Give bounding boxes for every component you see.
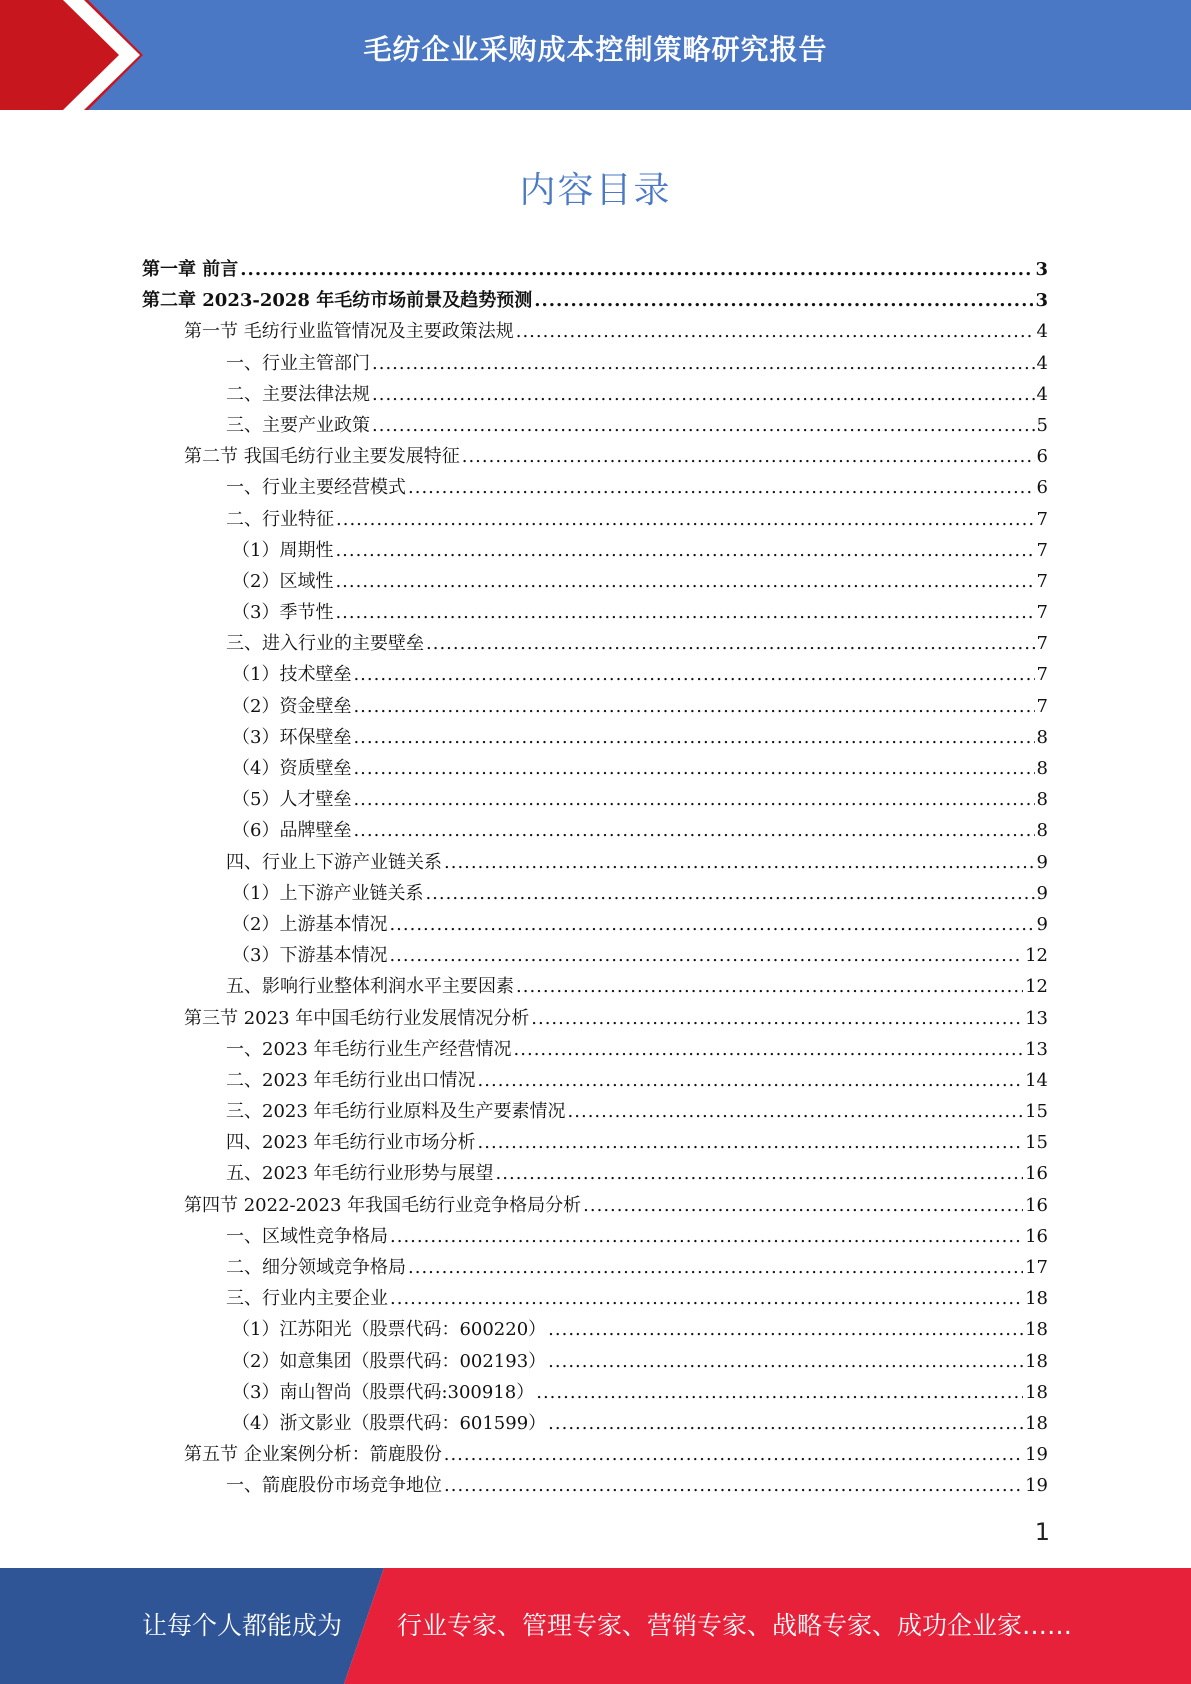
toc-entry[interactable] [142, 1190, 1048, 1221]
toc-entry[interactable] [142, 285, 1048, 316]
toc-entry-page: 18 [1025, 1412, 1048, 1434]
toc-entry-page: 4 [1036, 352, 1048, 374]
toc-entry[interactable] [142, 348, 1048, 379]
toc-dot-leader [462, 441, 1035, 472]
toc-entry-page: 16 [1025, 1225, 1048, 1247]
toc-entry-page: 3 [1035, 259, 1048, 280]
toc-dot-leader [353, 659, 1034, 690]
toc-entry[interactable] [142, 815, 1048, 846]
toc-dot-leader [444, 847, 1035, 878]
toc-entry-page: 17 [1025, 1257, 1048, 1278]
toc-entry-title: （2）上游基本情况 [232, 913, 388, 935]
toc-entry[interactable] [142, 847, 1048, 878]
toc-entry-page: 18 [1025, 1288, 1048, 1310]
toc-dot-leader [444, 1439, 1023, 1470]
toc-dot-leader [478, 1127, 1024, 1158]
toc-dot-leader [353, 815, 1034, 846]
toc-entry[interactable] [142, 1314, 1048, 1345]
toc-entry-title: 三、进入行业的主要壁垒 [226, 633, 424, 655]
toc-entry-page: 4 [1036, 321, 1048, 343]
toc-entry-page: 14 [1025, 1069, 1048, 1091]
toc-entry-title: 五、影响行业整体利润水平主要因素 [226, 976, 514, 998]
toc-entry[interactable] [142, 535, 1048, 566]
toc-entry[interactable] [142, 1158, 1048, 1189]
toc-entry[interactable] [142, 1377, 1048, 1408]
toc-entry[interactable] [142, 1003, 1048, 1034]
toc-entry-page: 9 [1036, 851, 1048, 873]
toc-entry[interactable] [142, 909, 1048, 940]
toc-entry-page: 8 [1036, 820, 1048, 842]
toc-entry[interactable] [142, 753, 1048, 784]
toc-entry-title: 第一章 前言 [142, 259, 239, 280]
toc-dot-leader [536, 1377, 1023, 1408]
toc-dot-leader [534, 285, 1033, 316]
toc-entry-title: 四、2023 年毛纺行业市场分析 [226, 1132, 476, 1154]
toc-dot-leader [390, 1221, 1023, 1252]
toc-entry[interactable] [142, 379, 1048, 410]
toc-entry-page: 4 [1036, 383, 1048, 405]
toc-entry-title: （4）浙文影业（股票代码：601599） [232, 1412, 547, 1434]
toc-entry-title: 三、主要产业政策 [226, 414, 370, 436]
toc-entry-title: 一、行业主要经营模式 [226, 477, 406, 499]
toc-entry-page: 7 [1036, 695, 1048, 717]
toc-dot-leader [514, 1034, 1024, 1065]
toc-entry[interactable] [142, 628, 1048, 659]
toc-entry-page: 18 [1025, 1381, 1048, 1403]
toc-entry-page: 13 [1025, 1007, 1048, 1029]
toc-entry-page: 18 [1025, 1350, 1048, 1372]
toc-dot-leader [389, 909, 1034, 940]
toc-entry-page: 16 [1025, 1194, 1048, 1216]
toc-entry[interactable] [142, 878, 1048, 909]
toc-entry[interactable] [142, 1346, 1048, 1377]
toc-entry[interactable] [142, 784, 1048, 815]
toc-entry-title: （6）品牌壁垒 [232, 820, 352, 842]
toc-dot-leader [390, 1283, 1023, 1314]
toc-entry-title: 第一节 毛纺行业监管情况及主要政策法规 [184, 321, 514, 343]
toc-entry-title: （2）资金壁垒 [232, 695, 352, 717]
toc-dot-leader [548, 1346, 1023, 1377]
toc-dot-leader [531, 1003, 1023, 1034]
toc-entry-title: 二、主要法律法规 [226, 383, 370, 405]
toc-entry-page: 7 [1036, 633, 1048, 655]
toc-entry[interactable] [142, 1408, 1048, 1439]
toc-dot-leader [426, 628, 1035, 659]
toc-entry-title: 五、2023 年毛纺行业形势与展望 [226, 1163, 494, 1185]
toc-entry-page: 9 [1036, 913, 1048, 935]
toc-entry[interactable] [142, 722, 1048, 753]
toc-dot-leader [335, 597, 1034, 628]
toc-entry[interactable] [142, 1221, 1048, 1252]
toc-entry[interactable] [142, 566, 1048, 597]
toc-entry-title: （1）技术壁垒 [232, 664, 352, 686]
toc-entry-page: 18 [1025, 1319, 1048, 1341]
toc-entry-page: 8 [1036, 789, 1048, 811]
toc-entry-page: 7 [1036, 508, 1048, 530]
toc-dot-leader [548, 1314, 1023, 1345]
toc-dot-leader [425, 878, 1034, 909]
toc-entry[interactable] [142, 504, 1048, 535]
toc-dot-leader [516, 971, 1023, 1002]
toc-dot-leader [583, 1190, 1023, 1221]
toc-entry-page: 7 [1036, 602, 1048, 624]
toc-dot-leader [353, 722, 1034, 753]
toc-entry-title: 二、细分领域竞争格局 [226, 1257, 406, 1278]
toc-entry-title: 一、区域性竞争格局 [226, 1225, 388, 1247]
toc-entry-title: 第三节 2023 年中国毛纺行业发展情况分析 [184, 1007, 530, 1029]
toc-entry[interactable] [142, 441, 1048, 472]
toc-entry-title: 三、行业内主要企业 [226, 1288, 388, 1310]
toc-entry-title: 二、行业特征 [226, 508, 334, 530]
toc-entry[interactable] [142, 472, 1048, 503]
toc-entry-title: （4）资质壁垒 [232, 758, 352, 779]
footer-banner [0, 1568, 1191, 1684]
header-banner [0, 0, 1191, 110]
toc-dot-leader [496, 1158, 1024, 1189]
toc-entry[interactable] [142, 1127, 1048, 1158]
toc-entry-title: 二、2023 年毛纺行业出口情况 [226, 1069, 476, 1091]
toc-entry-page: 12 [1025, 976, 1048, 998]
toc-entry[interactable] [142, 940, 1048, 971]
toc-entry-page: 16 [1025, 1163, 1048, 1185]
toc-entry-title: （1）上下游产业链关系 [232, 882, 424, 904]
toc-entry[interactable] [142, 659, 1048, 690]
toc-entry-title: 一、行业主管部门 [226, 352, 370, 374]
toc-entry[interactable] [142, 597, 1048, 628]
toc-entry-title: 三、2023 年毛纺行业原料及生产要素情况 [226, 1101, 566, 1123]
toc-dot-leader [408, 472, 1035, 503]
toc-entry-page: 8 [1036, 726, 1048, 748]
toc-dot-leader [478, 1065, 1024, 1096]
toc-entry-page: 12 [1025, 945, 1048, 967]
toc-dot-leader [568, 1096, 1024, 1127]
toc-entry-title: 第二节 我国毛纺行业主要发展特征 [184, 446, 460, 468]
toc-entry-page: 6 [1036, 446, 1048, 468]
toc-entry-title: 第五节 企业案例分析：箭鹿股份 [184, 1444, 442, 1466]
toc-entry-title: 第二章 2023-2028 年毛纺市场前景及趋势预测 [142, 290, 533, 312]
toc-entry-title: （1）江苏阳光（股票代码：600220） [232, 1319, 547, 1341]
toc-entry-title: 一、箭鹿股份市场竞争地位 [226, 1475, 442, 1497]
toc-dot-leader [408, 1252, 1023, 1283]
toc-dot-leader [353, 784, 1034, 815]
toc-entry-page: 5 [1036, 414, 1048, 436]
footer-slogan-left: 让每个人都能成为 [142, 1611, 343, 1640]
toc-dot-leader [353, 691, 1034, 722]
toc-entry-title: 一、2023 年毛纺行业生产经营情况 [226, 1038, 512, 1060]
report-title: 毛纺企业采购成本控制策略研究报告 [363, 33, 828, 66]
toc-dot-leader [335, 566, 1034, 597]
toc-entry-title: （2）如意集团（股票代码：002193） [232, 1350, 547, 1372]
toc-entry-page: 19 [1025, 1444, 1048, 1466]
toc-heading: 内容目录 [519, 170, 672, 211]
toc-entry[interactable] [142, 1439, 1048, 1470]
toc-entry-title: （5）人才壁垒 [232, 789, 352, 811]
toc-entry-page: 3 [1035, 290, 1048, 312]
toc-entry[interactable] [142, 254, 1048, 285]
toc-entry[interactable] [142, 1252, 1048, 1283]
toc-entry-title: （3）南山智尚（股票代码:300918） [232, 1381, 535, 1403]
toc-entry-page: 7 [1036, 539, 1048, 561]
toc-entry[interactable] [142, 1065, 1048, 1096]
toc-entry[interactable] [142, 1283, 1048, 1314]
toc-entry-page: 8 [1036, 758, 1048, 779]
toc-dot-leader [240, 254, 1033, 285]
toc-dot-leader [336, 504, 1035, 535]
page-number: 1 [1034, 1518, 1050, 1546]
toc-entry-title: （3）环保壁垒 [232, 726, 352, 748]
toc-dot-leader [389, 940, 1023, 971]
toc-entry-title: （3）季节性 [232, 602, 334, 624]
toc-entry[interactable] [142, 1096, 1048, 1127]
toc-dot-leader [548, 1408, 1023, 1439]
toc-entry-title: （3）下游基本情况 [232, 945, 388, 967]
toc-entry-page: 9 [1036, 882, 1048, 904]
footer-slogan-right: 行业专家、管理专家、营销专家、战略专家、成功企业家…… [397, 1611, 1073, 1640]
toc-entry-title: （1）周期性 [232, 539, 334, 561]
toc-dot-leader [353, 753, 1034, 784]
toc-dot-leader [372, 379, 1035, 410]
toc-entry-page: 15 [1025, 1101, 1048, 1123]
toc-dot-leader [372, 348, 1035, 379]
toc-dot-leader [444, 1470, 1023, 1501]
toc-entry-page: 7 [1036, 570, 1048, 592]
toc-entry-page: 15 [1025, 1132, 1048, 1154]
toc-entry[interactable] [142, 971, 1048, 1002]
toc-entry[interactable] [142, 1034, 1048, 1065]
toc-entry[interactable] [142, 691, 1048, 722]
table-of-contents [142, 254, 1048, 1502]
toc-dot-leader [372, 410, 1035, 441]
toc-entry-title: （2）区域性 [232, 570, 334, 592]
toc-dot-leader [516, 316, 1035, 347]
toc-entry-title: 第四节 2022-2023 年我国毛纺行业竞争格局分析 [184, 1194, 582, 1216]
toc-dot-leader [335, 535, 1034, 566]
toc-entry-title: 四、行业上下游产业链关系 [226, 851, 442, 873]
toc-entry-page: 13 [1025, 1038, 1048, 1060]
toc-entry-page: 19 [1025, 1475, 1048, 1497]
toc-entry[interactable] [142, 316, 1048, 347]
toc-entry[interactable] [142, 410, 1048, 441]
toc-entry-page: 6 [1036, 477, 1048, 499]
toc-entry-page: 7 [1036, 664, 1048, 686]
toc-entry[interactable] [142, 1470, 1048, 1501]
